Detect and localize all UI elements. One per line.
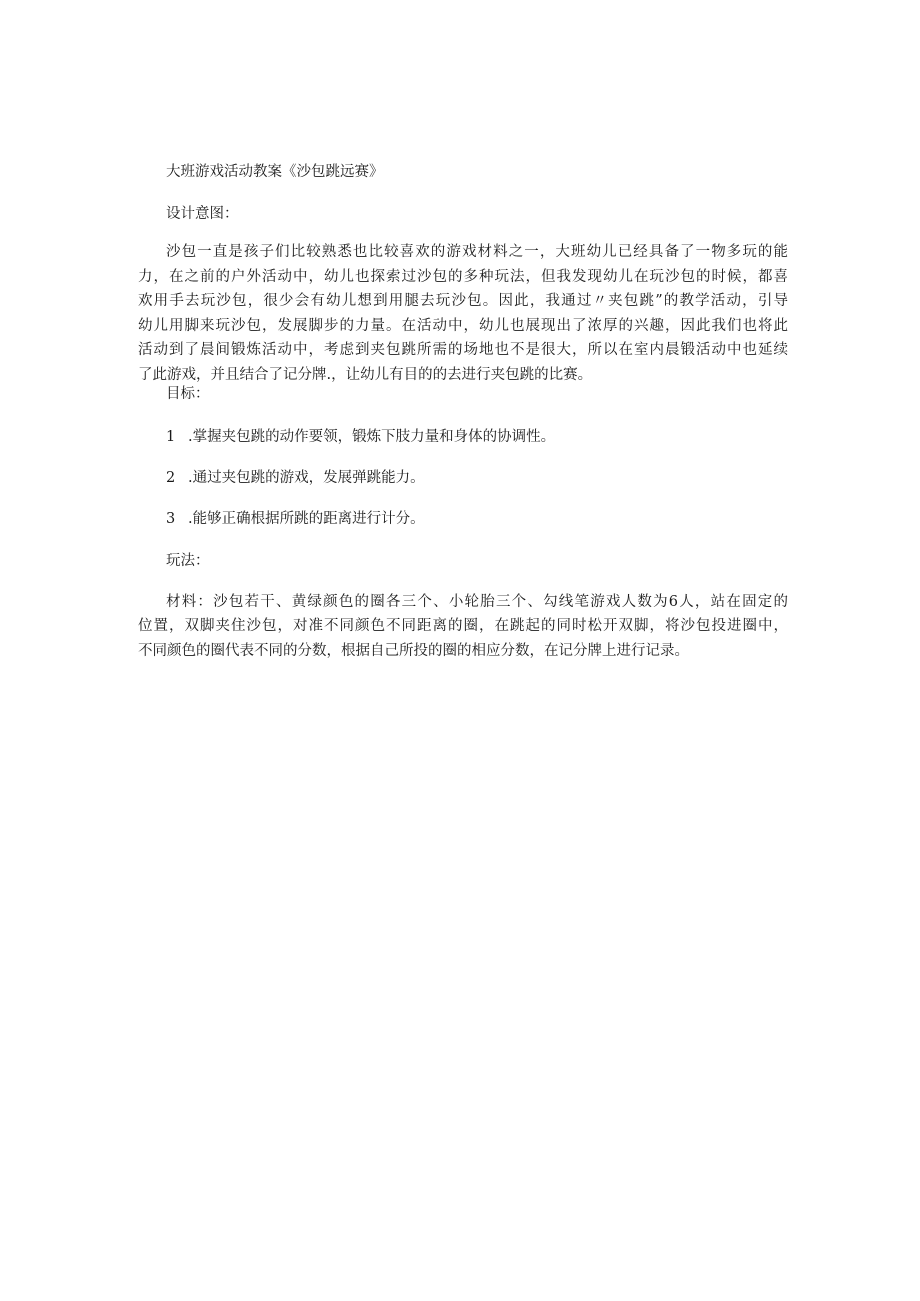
paragraph-line: 材料：沙包若干、黄绿颜色的圈各三个、小轮胎三个、勾线笔游戏人数为6人，站在固定的 [166,594,788,610]
paragraph-line: 沙包一直是孩子们比较熟悉也比较喜欢的游戏材料之一，大班幼儿已经具备了一物多玩的能 [166,244,788,260]
paragraph-line: 了此游戏，并且结合了记分牌.，让幼儿有目的的去进行夹包跳的比赛。 [138,367,593,383]
play-heading: 玩法： [166,553,210,569]
paragraph-line: 欢用手去玩沙包，很少会有幼儿想到用腿去玩沙包。因此，我通过〃夹包跳”的教学活动，引导 [138,293,788,309]
goal-number: 2 [166,470,176,486]
paragraph-line: 活动到了晨间锻炼活动中，考虑到夹包跳所需的场地也不是很大，所以在室内晨锻活动中也延续 [138,342,788,358]
paragraph-line: 位置，双脚夹住沙包，对准不同颜色不同距离的圈，在跳起的同时松开双脚，将沙包投进圈中， [138,618,788,634]
paragraph-line: 力，在之前的户外活动中，幼儿也探索过沙包的多种玩法，但我发现幼儿在玩沙包的时候，都喜 [138,269,788,285]
goal-text: .掌握夹包跳的动作要领，锻炼下肢力量和身体的协调性。 [188,429,556,445]
goal-item [138,468,425,488]
goal-item [138,509,425,529]
design-heading: 设计意图： [166,206,239,222]
document-title: 大班游戏活动教案《沙包跳远赛》 [166,164,384,180]
paragraph-line: 幼儿用脚来玩沙包，发展脚步的力量。在活动中，幼儿也展现出了浓厚的兴趣，因此我们也将此 [138,318,788,334]
goal-item [138,427,555,447]
goals-heading: 目标： [166,386,210,402]
goal-number: 3 [166,511,176,527]
goal-text: .通过夹包跳的游戏，发展弹跳能力。 [188,470,425,486]
paragraph-line: 不同颜色的圈代表不同的分数，根据自己所投的圈的相应分数，在记分牌上进行记录。 [138,643,689,659]
goal-text: .能够正确根据所跳的距离进行计分。 [188,511,425,527]
goal-number: 1 [166,429,176,445]
